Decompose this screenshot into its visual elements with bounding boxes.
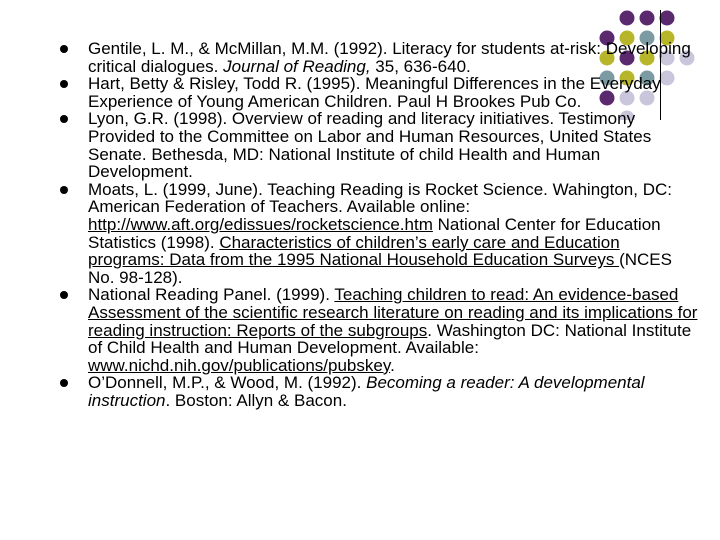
rocketscience-link[interactable]: http://www.aft.org/edissues/rocketscience.htm: [88, 214, 433, 234]
nichd-link[interactable]: www.nichd.nih.gov/publications/pubskey: [88, 355, 391, 375]
list-item: National Reading Panel. (1999). Teaching children to read: An evidence-based Assessment of the scientific research literature on reading and its implications for reading instruction: Reports of the subgroups. Washington DC: National Institute of Child Health and Human Development. Available: www.nichd.nih.gov/publications/pubskey.: [58, 286, 698, 374]
decorative-dot: [660, 11, 675, 26]
bullet-icon: [60, 379, 68, 387]
list-item: Hart, Betty & Risley, Todd R. (1995). Meaningful Differences in the Everyday Experience of Young American Children. Paul H Brookes Pub Co.: [58, 75, 698, 110]
book-title: Becoming a reader: A developmental instruction: [88, 373, 645, 410]
decorative-dot: [620, 11, 635, 26]
bullet-icon: [60, 186, 68, 194]
list-item: Gentile, L. M., & McMillan, M.M. (1992). Literacy for students at-risk: Developing critical dialogues. Journal of Reading, 35, 636-640.: [58, 40, 698, 75]
list-item: Moats, L. (1999, June). Teaching Reading is Rocket Science. Wahington, DC: American Federation of Teachers. Available online: http://www.aft.org/edissues/rocketscience.htm National Center for Education Statistics (1998). Characteristics of children’s early care and Education programs: Data from the 1995 National Household Education Surveys (NCES No. 98-128).: [58, 181, 698, 287]
bullet-icon: [60, 115, 68, 123]
decorative-dot: [640, 11, 655, 26]
underlined-title: Teaching children to read: An evidence-based Assessment of the scientific research literature on reading and its implications for reading instruction: Reports of the subgroups: [88, 285, 698, 340]
bullet-icon: [60, 291, 68, 299]
bullet-icon: [60, 45, 68, 53]
bullet-icon: [60, 80, 68, 88]
underlined-title: Characteristics of children’s early care and Education programs: Data from the 1995 National Household Education Surveys: [88, 232, 620, 270]
journal-title: Journal of Reading,: [223, 56, 371, 76]
list-item: O’Donnell, M.P., & Wood, M. (1992). Becoming a reader: A developmental instruction. Boston: Allyn & Bacon.: [58, 374, 698, 409]
reference-list: [58, 40, 698, 409]
list-item: Lyon, G.R. (1998). Overview of reading and literacy initiatives. Testimony Provided to the Committee on Labor and Human Resources, United States Senate. Bethesda, MD: National Institute of child Health and Human Development.: [58, 110, 698, 180]
